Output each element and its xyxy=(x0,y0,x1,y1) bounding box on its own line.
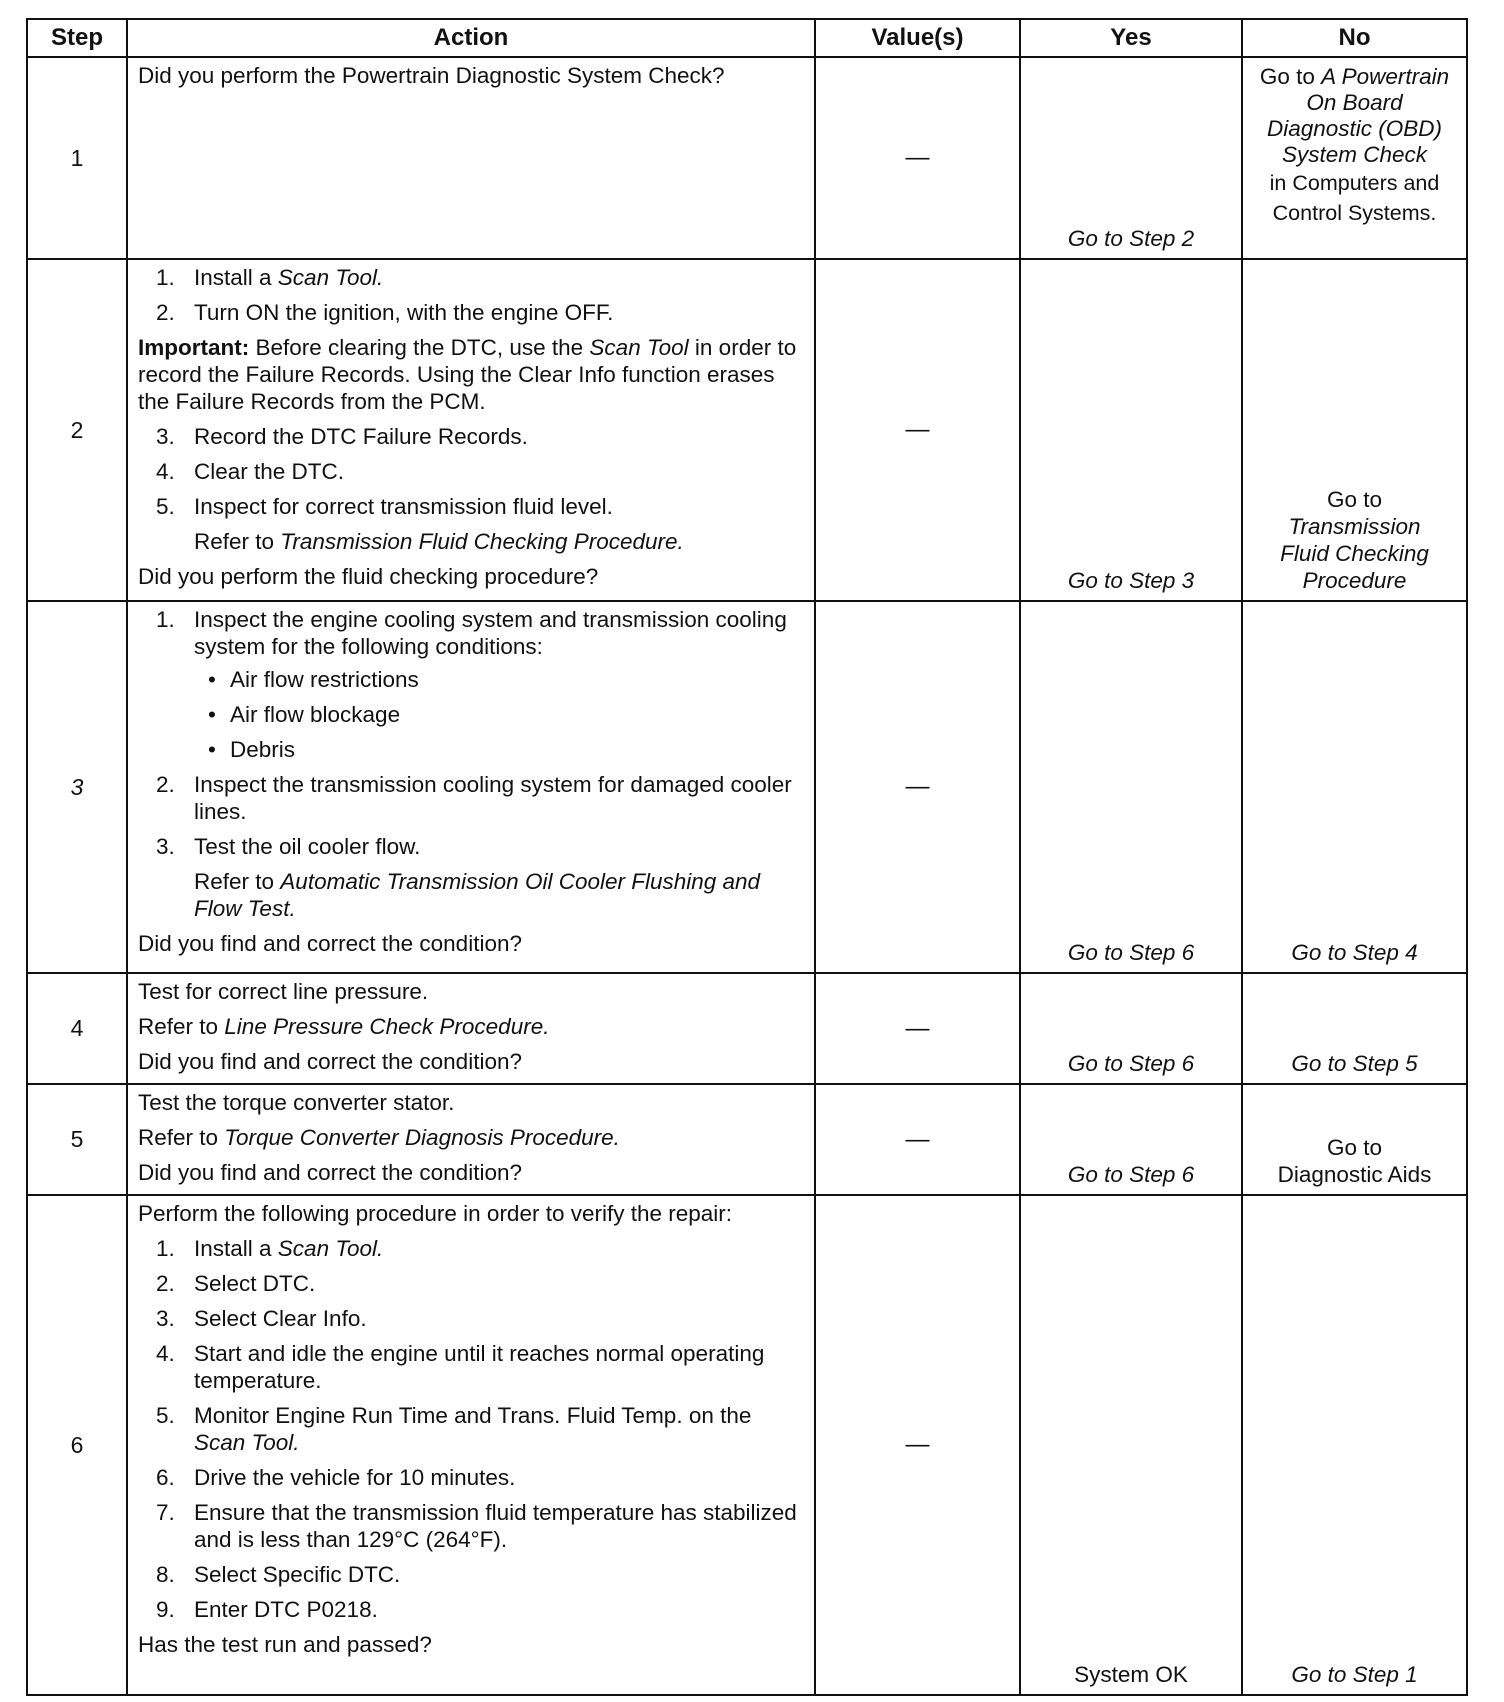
table-row xyxy=(27,1084,1467,1195)
action-cell: Perform the following procedure in order to verify the repair: 1. Install a Scan Tool. 2. Select DTC. 3. Select Clear Info. 4. Start and idle the engine until it reaches normal operating temperature. 5. Monitor Engine Run Time and Trans. Fluid Temp. on the Scan Tool. 6. Drive the vehicle for 10 minutes. 7. Ensure that the transmission fluid temperature has stabilized and is less than 129°C (264°F). 8. Select Specific DTC. 9. Enter DTC P0218. Has the test run and passed? xyxy=(127,1195,815,1695)
action-item: 4. Start and idle the engine until it reaches normal operating temperature. xyxy=(156,1341,765,1393)
no-link[interactable]: Go to Step 5 xyxy=(1242,973,1467,1084)
action-question: Did you find and correct the condition? xyxy=(138,1160,522,1185)
action-question: Did you find and correct the condition? xyxy=(138,1049,522,1074)
bullet-item: • Air flow blockage xyxy=(208,702,401,727)
step-number: 4 xyxy=(27,973,127,1084)
header-row xyxy=(27,19,1467,57)
yes-link[interactable]: Go to Step 6 xyxy=(1020,973,1242,1084)
yes-link[interactable]: Go to Step 2 xyxy=(1020,57,1242,259)
action-item: 1. Install a Scan Tool. xyxy=(156,1236,384,1261)
action-item: 7. Ensure that the transmission fluid temperature has stabilized and is less than 129°C (264°F). xyxy=(156,1500,797,1552)
table-row xyxy=(27,973,1467,1084)
action-item: 5. Monitor Engine Run Time and Trans. Fluid Temp. on the Scan Tool. xyxy=(156,1403,752,1455)
refer-link[interactable]: Refer to Line Pressure Check Procedure. xyxy=(138,1014,550,1039)
header-action: Action xyxy=(127,19,815,57)
value-cell: — xyxy=(815,1084,1020,1195)
refer-link[interactable]: Refer to Automatic Transmission Oil Cooler Flushing and Flow Test. xyxy=(194,869,761,921)
action-item: 2. Select DTC. xyxy=(156,1271,316,1296)
header-no: No xyxy=(1242,19,1467,57)
header-yes: Yes xyxy=(1020,19,1242,57)
diagnostic-table xyxy=(26,18,1468,1696)
action-question: Did you find and correct the condition? xyxy=(138,931,522,956)
step-number: 3 xyxy=(27,601,127,973)
no-cell: Go to A Powertrain On Board Diagnostic (OBD) System Check in Computers and Control Systems. xyxy=(1242,57,1467,259)
table-row xyxy=(27,57,1467,259)
no-link[interactable]: Go to Step 1 xyxy=(1242,1195,1467,1695)
yes-result: System OK xyxy=(1020,1195,1242,1695)
value-cell: — xyxy=(815,601,1020,973)
yes-link[interactable]: Go to Step 6 xyxy=(1020,1084,1242,1195)
refer-link[interactable]: Refer to Transmission Fluid Checking Procedure. xyxy=(194,529,684,554)
step-number: 2 xyxy=(27,259,127,601)
action-item: 1. Install a Scan Tool. xyxy=(156,265,384,290)
no-link[interactable]: Go to Diagnostic Aids xyxy=(1242,1084,1467,1195)
value-cell: — xyxy=(815,259,1020,601)
action-item: 3. Select Clear Info. xyxy=(156,1306,367,1331)
action-item: 2. Inspect the transmission cooling system for damaged cooler lines. xyxy=(156,772,792,824)
no-link[interactable]: Go to Step 4 xyxy=(1242,601,1467,973)
step-number: 1 xyxy=(27,57,127,259)
header-values: Value(s) xyxy=(815,19,1020,57)
yes-link[interactable]: Go to Step 6 xyxy=(1020,601,1242,973)
yes-link[interactable]: Go to Step 3 xyxy=(1020,259,1242,601)
action-item: 3. Test the oil cooler flow. xyxy=(156,834,421,859)
action-item: 8. Select Specific DTC. xyxy=(156,1562,401,1587)
action-item: 4. Clear the DTC. xyxy=(156,459,345,484)
action-item: 5. Inspect for correct transmission fluid level. xyxy=(156,494,613,519)
step-number: 6 xyxy=(27,1195,127,1695)
no-link[interactable]: Go to A Powertrain On Board Diagnostic (OBD) System Check xyxy=(1259,64,1450,167)
action-item: 6. Drive the vehicle for 10 minutes. xyxy=(156,1465,516,1490)
value-cell: — xyxy=(815,973,1020,1084)
step-number: 5 xyxy=(27,1084,127,1195)
action-cell: Test for correct line pressure. Refer to Line Pressure Check Procedure. Did you find and correct the condition? xyxy=(127,973,815,1084)
bullet-item: • Air flow restrictions xyxy=(208,667,419,692)
header-step: Step xyxy=(27,19,127,57)
action-question: Did you perform the Powertrain Diagnostic System Check? xyxy=(138,63,725,88)
table-row xyxy=(27,1195,1467,1695)
table-row xyxy=(27,259,1467,601)
value-cell: — xyxy=(815,1195,1020,1695)
action-item: 3. Record the DTC Failure Records. xyxy=(156,424,528,449)
bullet-item: • Debris xyxy=(208,737,296,762)
action-question: Has the test run and passed? xyxy=(138,1632,432,1657)
action-item: 1. Inspect the engine cooling system and transmission cooling system for the following conditions: xyxy=(156,607,787,659)
refer-link[interactable]: Refer to Torque Converter Diagnosis Procedure. xyxy=(138,1125,620,1150)
action-item: 2. Turn ON the ignition, with the engine OFF. xyxy=(156,300,614,325)
action-question: Did you perform the fluid checking procedure? xyxy=(138,564,599,589)
action-cell xyxy=(127,259,815,601)
no-link[interactable]: Go to Transmission Fluid Checking Procedure xyxy=(1242,259,1467,601)
important-note: Important: Before clearing the DTC, use the Scan Tool in order to record the Failure Records. Using the Clear Info function erases the Failure Records from the PCM. xyxy=(138,335,797,414)
action-item: 9. Enter DTC P0218. xyxy=(156,1597,378,1622)
action-cell xyxy=(127,57,815,259)
action-cell xyxy=(127,601,815,973)
action-cell: Test the torque converter stator. Refer to Torque Converter Diagnosis Procedure. Did you find and correct the condition? xyxy=(127,1084,815,1195)
table-row xyxy=(27,601,1467,973)
value-cell: — xyxy=(815,57,1020,259)
